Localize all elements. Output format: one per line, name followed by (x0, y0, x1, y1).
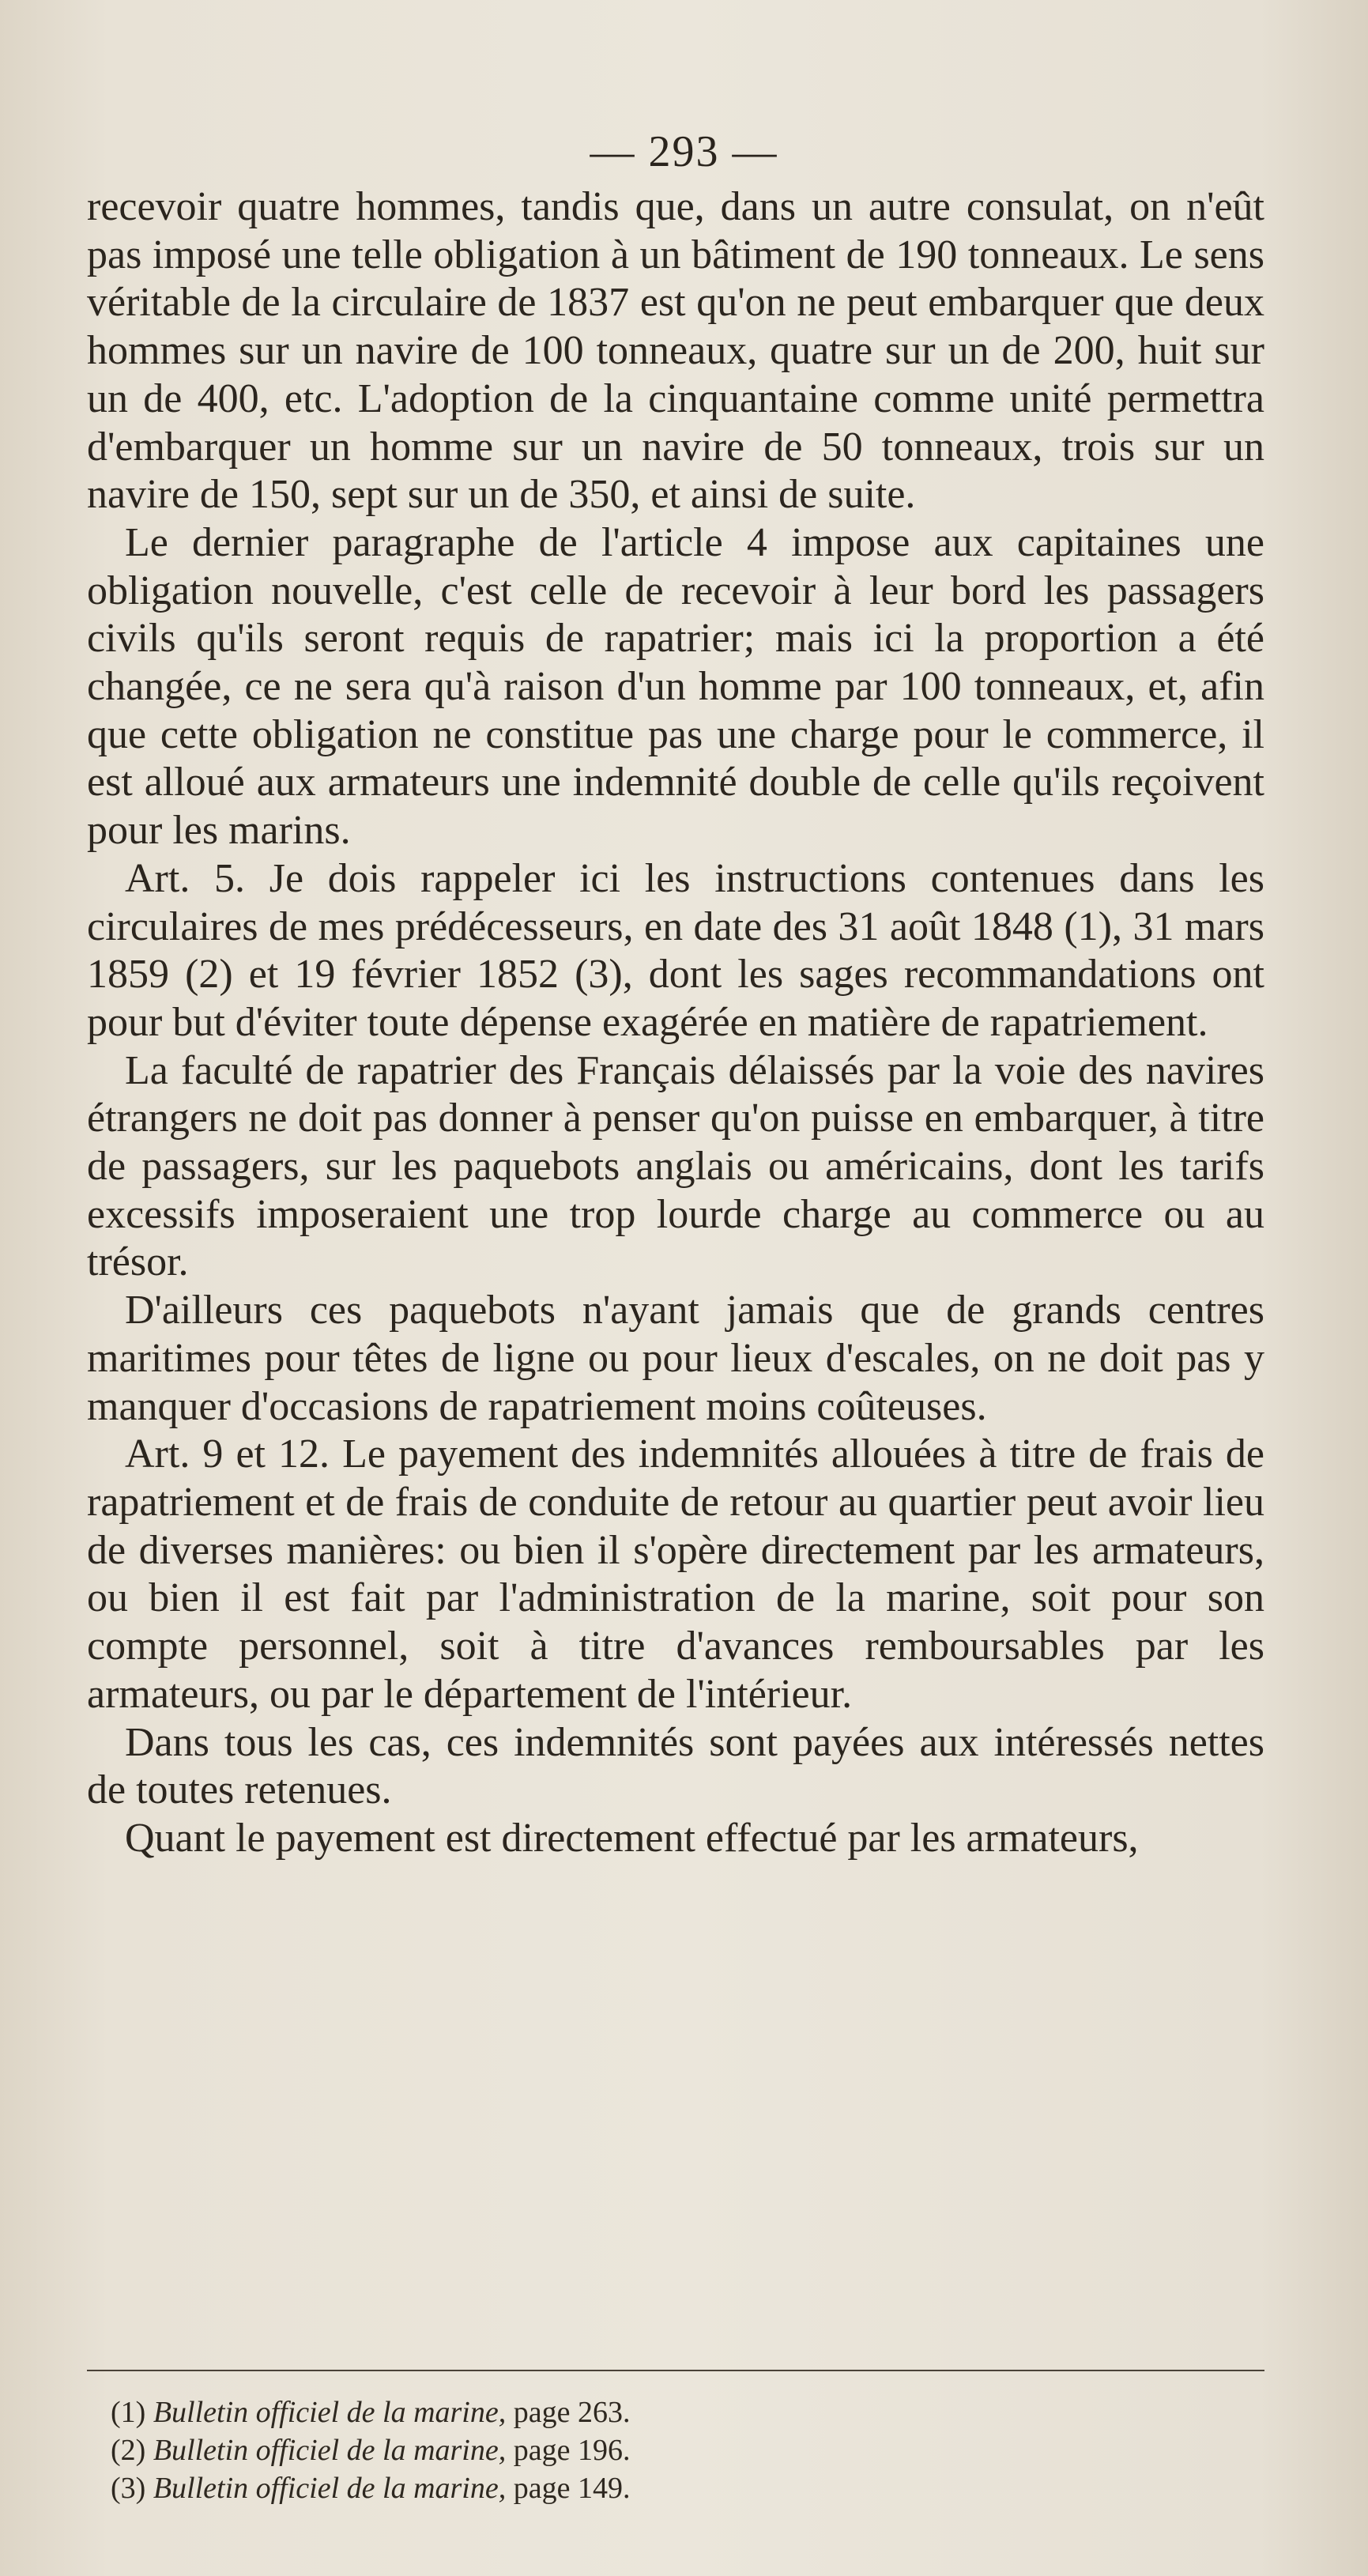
body-text (87, 183, 1264, 1863)
footnote-title: Bulletin officiel de la marine, (153, 2396, 507, 2429)
footnote (111, 2431, 1217, 2469)
paragraph: recevoir quatre hommes, tandis que, dans un autre consulat, on n'eût pas imposé une telle obligation à un bâtiment de 190 tonneaux. Le sens véritable de la circulaire de 1837 est qu'on ne peut embarquer que deux hommes sur un navire de 100 tonneaux, quatre sur un de 200, huit sur un de 400, etc. L'adoption de la cinquantaine comme unité permettra d'embarquer un homme sur un navire de 50 tonneaux, trois sur un navire de 150, sept sur un de 350, et ainsi de suite. (87, 184, 1264, 518)
paragraph: Quant le payement est directement effectué par les armateurs, (125, 1815, 1139, 1861)
paragraph: La faculté de rapatrier des Français délaissés par la voie des navires étrangers ne doit pas donner à penser qu'on puisse en embarquer, à titre de passagers, sur les paquebots anglais ou américains, dont les tarifs excessifs imposeraient une trop lourde charge au commerce ou au trésor. (87, 1047, 1264, 1285)
paragraph: Le dernier paragraphe de l'article 4 impose aux capitaines une obligation nouvelle, c'est celle de recevoir à leur bord les passagers civils qu'ils seront requis de rapatrier; mais ici la proportion a été changée, ce ne sera qu'à raison d'un homme par 100 tonneaux, et, afin que cette obligation ne constitue pas une charge pour le commerce, il est alloué aux armateurs une indemnité double de celle qu'ils reçoivent pour les marins. (87, 519, 1264, 854)
footnote (111, 2469, 1217, 2507)
footnote-ref: page 263. (513, 2396, 631, 2429)
footnotes (111, 2393, 1217, 2507)
footnote-mark: (1) (111, 2396, 146, 2429)
footnote-title: Bulletin officiel de la marine, (153, 2434, 507, 2467)
paragraph: Dans tous les cas, ces indemnités sont payées aux intéressés nettes de toutes retenues. (87, 1719, 1264, 1813)
footnote-title: Bulletin officiel de la marine, (153, 2472, 507, 2505)
footnote-ref: page 196. (513, 2434, 631, 2467)
page-number: — 293 — (590, 127, 778, 176)
paragraph: Art. 9 et 12. Le payement des indemnités allouées à titre de frais de rapatriement et de frais de conduite de retour au quartier peut avoir lieu de diverses manières: ou bien il s'opère directement par les armateurs, ou bien il est fait par l'administration de la marine, soit pour son compte personnel, soit à titre d'avances remboursables par les armateurs, ou par le département de l'intérieur. (87, 1431, 1264, 1717)
paragraph: D'ailleurs ces paquebots n'ayant jamais que de grands centres maritimes pour têtes de ligne ou pour lieux d'escales, on ne doit pas y manquer d'occasions de rapatriement moins coûteuses. (87, 1288, 1264, 1429)
footnote (111, 2393, 1217, 2431)
footnote-mark: (3) (111, 2472, 146, 2505)
footnote-mark: (2) (111, 2434, 146, 2467)
footnote-ref: page 149. (513, 2472, 631, 2505)
footnote-divider (87, 2370, 1264, 2371)
paragraph: Art. 5. Je dois rappeler ici les instructions contenues dans les circulaires de mes prédécesseurs, en date des 31 août 1848 (1), 31 mars 1859 (2) et 19 février 1852 (3), dont les sages recommandations ont pour but d'éviter toute dépense exagérée en matière de rapatriement. (87, 855, 1264, 1045)
